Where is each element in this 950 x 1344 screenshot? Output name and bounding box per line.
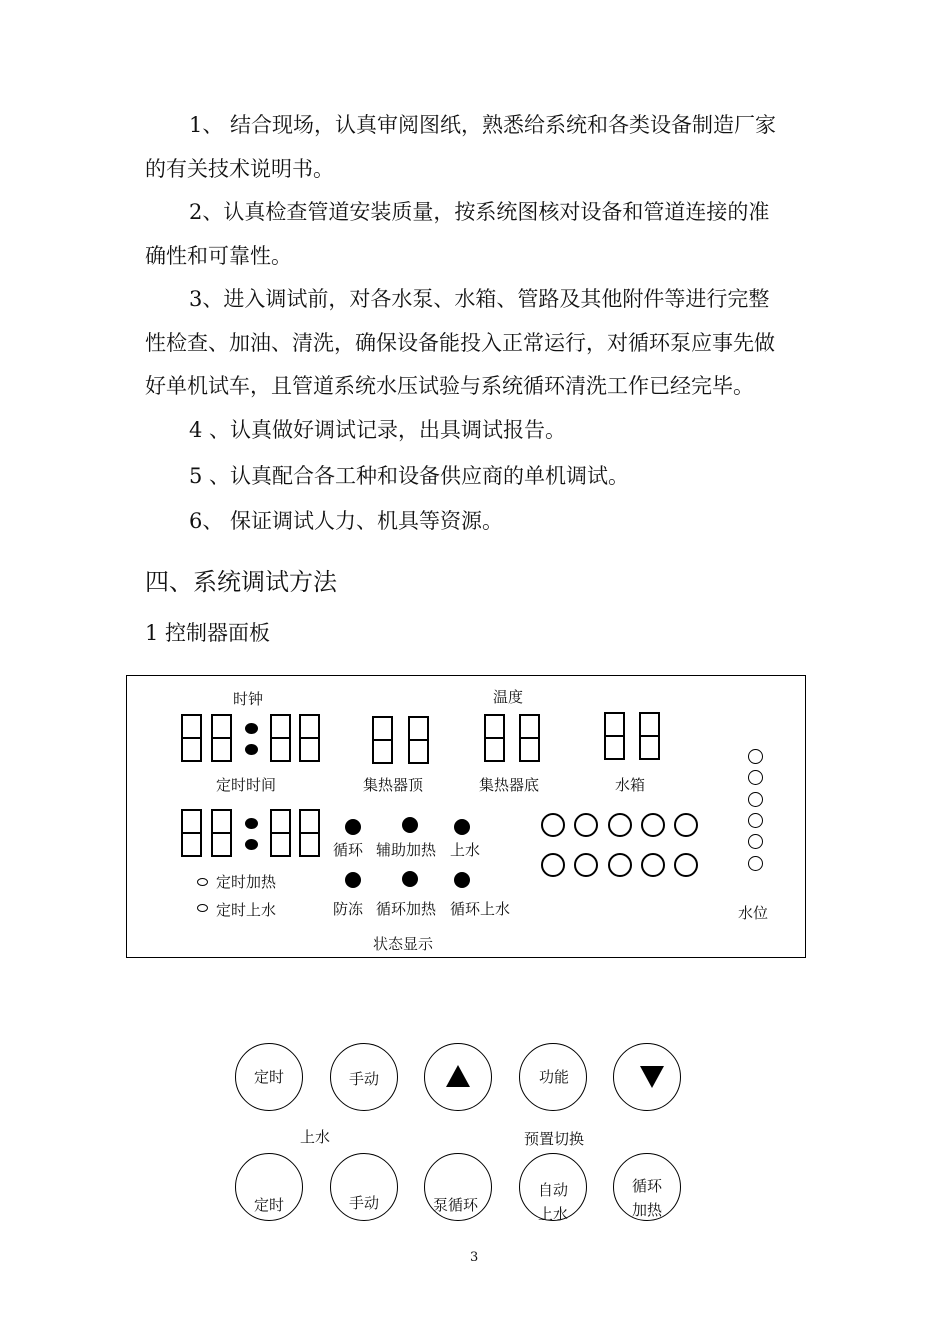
paragraph-line: 1、 结合现场，认真审阅图纸，熟悉给系统和各类设备制造厂家 — [189, 113, 777, 137]
paragraph-line: 4 、认真做好调试记录，出具调试报告。 — [189, 418, 567, 442]
button-label: 定时 — [254, 1068, 285, 1086]
status-display-label: 状态显示 — [373, 935, 434, 953]
down-triangle-icon — [640, 1066, 664, 1088]
paragraph-4 — [145, 409, 815, 453]
status-label-circ-fill: 循环上水 — [450, 900, 511, 918]
subheading: 1 控制器面板 — [145, 621, 271, 645]
timer-digit — [270, 809, 291, 857]
collector-bottom-label: 集热器底 — [479, 776, 540, 794]
fill-caption: 上水 — [300, 1128, 331, 1146]
collector-bottom-digit — [519, 714, 540, 762]
temperature-label: 温度 — [493, 688, 524, 706]
paragraph-5 — [145, 455, 815, 499]
water-level-label: 水位 — [738, 904, 769, 922]
button-label: 定时 — [254, 1196, 285, 1214]
timer-digit — [181, 809, 202, 857]
paragraph-2 — [145, 191, 815, 278]
indicator-ring — [608, 853, 632, 877]
indicator-ring — [541, 853, 565, 877]
clock-digit — [181, 714, 202, 762]
button-label: 循环 加热 — [632, 1177, 663, 1219]
paragraph-line: 性检查、加油、清洗，确保设备能投入正常运行，对循环泵应事先做 — [145, 330, 775, 355]
timer-fill-indicator — [197, 904, 208, 912]
indicator-ring — [641, 853, 665, 877]
paragraph-line: 3、进入调试前，对各水泵、水箱、管路及其他附件等进行完整 — [189, 287, 770, 311]
button-label: 泵循环 — [433, 1196, 479, 1214]
paragraph-line: 5 、认真配合各工种和设备供应商的单机调试。 — [189, 464, 630, 488]
up-triangle-icon — [446, 1065, 470, 1087]
paragraph-line: 6、 保证调试人力、机具等资源。 — [189, 509, 504, 533]
status-led — [454, 819, 470, 835]
status-led — [402, 871, 418, 887]
clock-label: 时钟 — [233, 690, 264, 708]
up-button[interactable] — [424, 1043, 492, 1111]
collector-top-label: 集热器顶 — [363, 776, 424, 794]
page-number: 3 — [470, 1250, 479, 1265]
timer-time-label: 定时时间 — [216, 776, 277, 794]
paragraph-line: 2、认真检查管道安装质量，按系统图核对设备和管道连接的准 — [189, 200, 770, 224]
tank-digit — [639, 712, 660, 760]
status-led — [345, 819, 361, 835]
status-label-circulation: 循环 — [333, 841, 364, 859]
colon-dot — [245, 744, 258, 755]
tank-digit — [604, 712, 625, 760]
section-heading: 四、系统调试方法 — [145, 568, 337, 596]
function-button[interactable] — [519, 1043, 587, 1111]
paragraph-3 — [145, 278, 815, 409]
status-label-fill: 上水 — [450, 841, 481, 859]
collector-bottom-digit — [484, 714, 505, 762]
paragraph-line: 好单机试车，且管道系统水压试验与系统循环清洗工作已经完毕。 — [145, 374, 754, 398]
water-level-ring — [748, 749, 763, 764]
tank-label: 水箱 — [615, 776, 646, 794]
indicator-ring — [674, 853, 698, 877]
water-level-ring — [748, 834, 763, 849]
collector-top-digit — [408, 716, 429, 764]
clock-digit — [211, 714, 232, 762]
indicator-ring — [541, 813, 565, 837]
status-label-antifreeze: 防冻 — [333, 900, 364, 918]
button-label: 功能 — [539, 1068, 570, 1086]
indicator-ring — [574, 853, 598, 877]
status-led — [454, 872, 470, 888]
timer-digit — [299, 809, 320, 857]
manual-button[interactable] — [330, 1043, 398, 1111]
preset-switch-caption: 预置切换 — [524, 1130, 585, 1148]
status-led — [402, 817, 418, 833]
indicator-ring — [641, 813, 665, 837]
timer-fill-label: 定时上水 — [216, 901, 277, 919]
timer-heat-indicator — [197, 878, 208, 886]
circulation-heat-button[interactable] — [613, 1153, 681, 1221]
collector-top-digit — [372, 716, 393, 764]
indicator-ring — [608, 813, 632, 837]
colon-dot — [245, 723, 258, 734]
button-label: 手动 — [349, 1070, 380, 1088]
button-label: 手动 — [349, 1194, 380, 1212]
indicator-ring — [674, 813, 698, 837]
status-label-circ-heat: 循环加热 — [376, 900, 437, 918]
timer-button[interactable] — [235, 1043, 303, 1111]
timer-digit — [211, 809, 232, 857]
auto-fill-button[interactable] — [519, 1153, 587, 1221]
status-label-aux-heat: 辅助加热 — [376, 841, 437, 859]
colon-dot — [245, 818, 258, 829]
pump-circulation-button[interactable] — [424, 1153, 492, 1221]
paragraph-6 — [145, 500, 815, 544]
paragraph-1 — [145, 104, 815, 191]
water-level-ring — [748, 856, 763, 871]
manual-fill-button[interactable] — [330, 1153, 398, 1221]
controller-panel — [126, 675, 806, 958]
down-button[interactable] — [613, 1043, 681, 1111]
timer-heat-label: 定时加热 — [216, 873, 277, 891]
water-level-ring — [748, 813, 763, 828]
status-led — [345, 872, 361, 888]
button-label: 自动 上水 — [538, 1181, 569, 1223]
paragraph-line: 确性和可靠性。 — [145, 243, 292, 268]
clock-digit — [270, 714, 291, 762]
indicator-ring — [574, 813, 598, 837]
clock-digit — [299, 714, 320, 762]
colon-dot — [245, 839, 258, 850]
water-level-ring — [748, 770, 763, 785]
paragraph-line: 的有关技术说明书。 — [145, 156, 334, 181]
water-level-ring — [748, 792, 763, 807]
timer-fill-button[interactable] — [235, 1153, 303, 1221]
